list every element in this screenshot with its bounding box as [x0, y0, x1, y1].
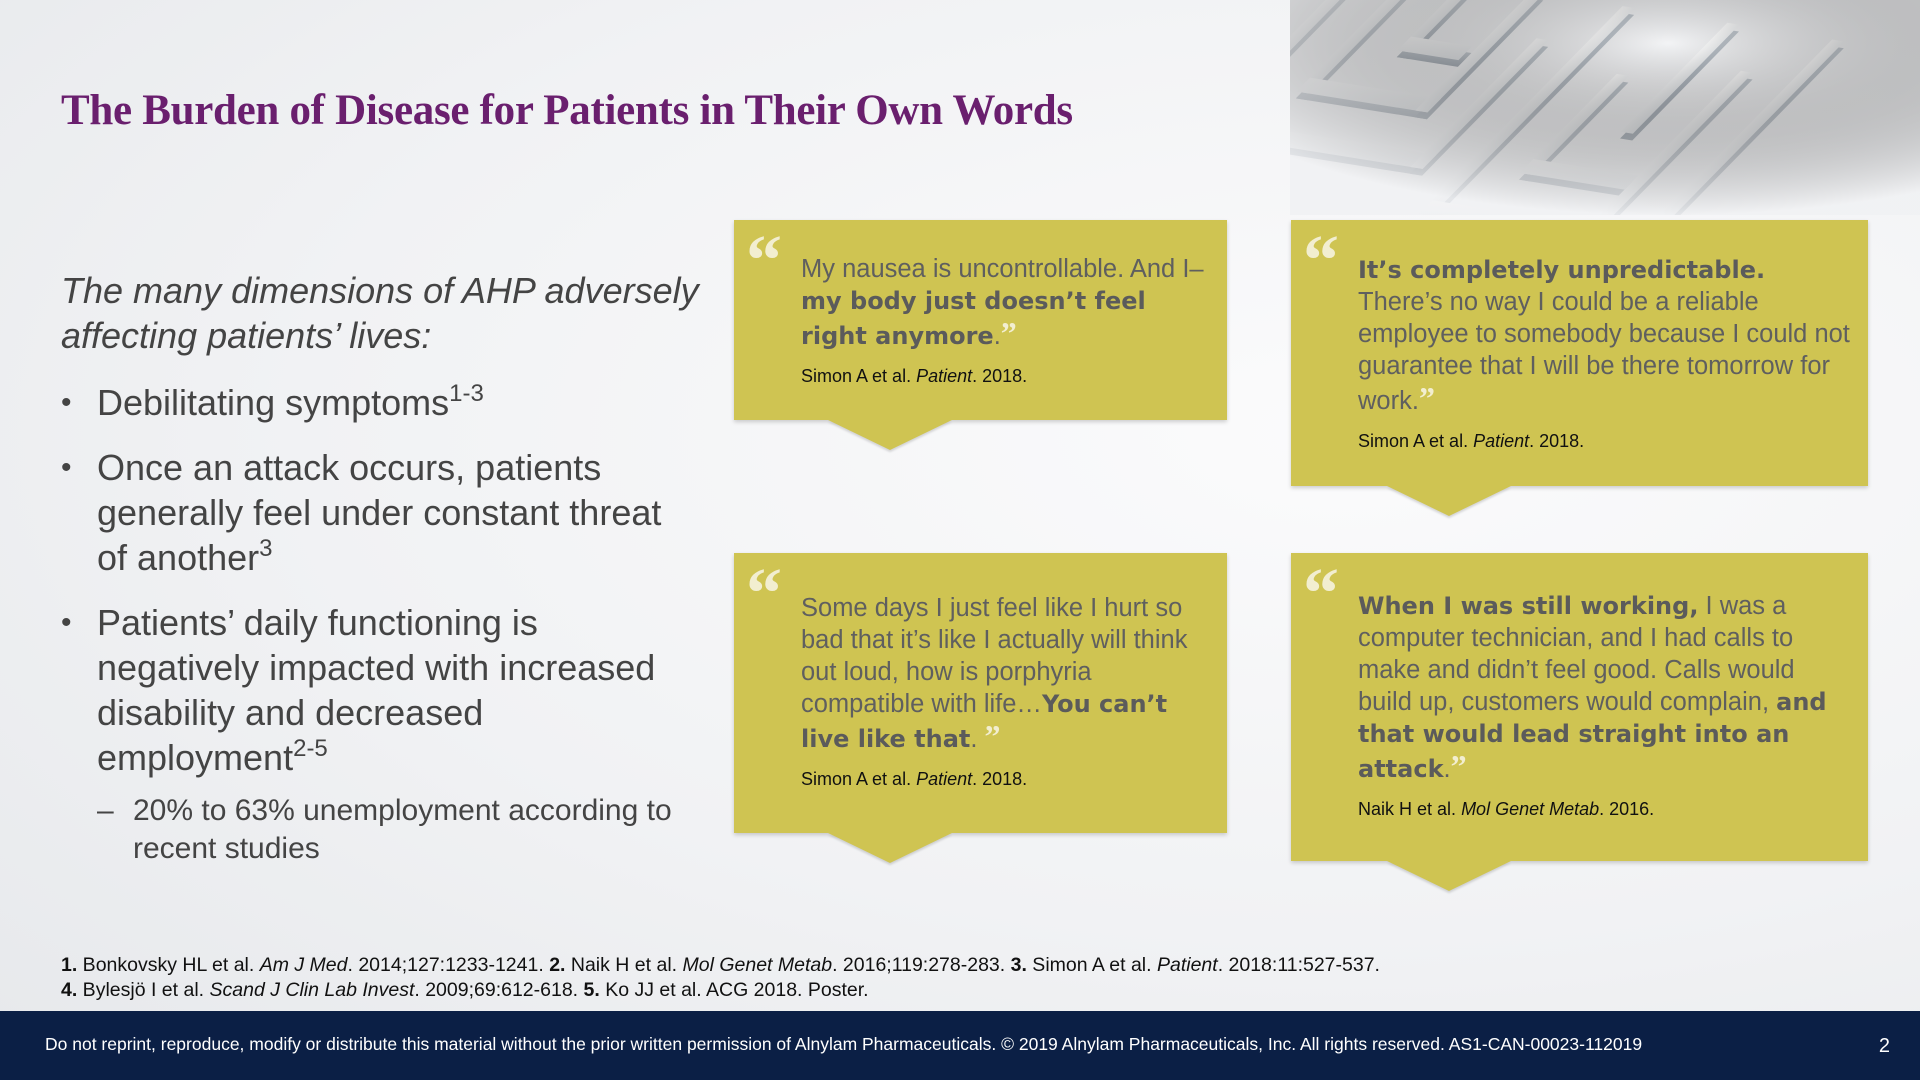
sub-bullet-list	[97, 792, 701, 868]
close-quote-icon: ”	[1450, 748, 1467, 784]
quote-tail	[828, 833, 952, 863]
open-quote-icon: “	[746, 220, 782, 300]
open-quote-icon: “	[1303, 553, 1339, 633]
quote-text: When I was still working, I was a computer technician, and I had calls to make and didn’t feel good. Calls would build up, customers would complain, and that would lead straight into an attack.”	[1358, 592, 1827, 784]
footer-bar	[0, 1011, 1920, 1080]
bullet-item: • Once an attack occurs, patients generally feel under constant threat of another$^3$	[61, 445, 701, 580]
quote-text: It’s completely unpredictable. There’s no way I could be a reliable employee to somebody because I could not guarantee that I will be there tomorrow for work.”	[1358, 256, 1850, 416]
quote-citation: Simon A et al. Patient. 2018.	[801, 769, 1028, 789]
page-title: The Burden of Disease for Patients in Their Own Words	[61, 87, 1073, 134]
close-quote-icon: ”	[1418, 380, 1435, 416]
quote-box-3	[734, 553, 1227, 833]
close-quote-icon: ”	[984, 718, 1001, 754]
quote-box-2	[1291, 220, 1868, 486]
quote-box-4	[1291, 553, 1868, 861]
page-number: 2	[1878, 1035, 1890, 1057]
left-column	[61, 268, 701, 888]
bullet-item: • Debilitating symptoms$^{1-3}$	[61, 380, 701, 425]
open-quote-icon: “	[746, 553, 782, 633]
quote-tail	[1387, 861, 1511, 891]
reference-line: 4. Bylesjö I et al. Scand J Clin Lab Invest. 2009;69:612-618. 5. Ko JJ et al. ACG 2018. Poster.	[61, 979, 869, 1001]
superscript: 2-5	[293, 735, 328, 762]
quote-citation: Naik H et al. Mol Genet Metab. 2016.	[1358, 799, 1655, 819]
quote-citation: Simon A et al. Patient. 2018.	[1358, 431, 1585, 451]
quote-text: My nausea is uncontrollable. And I–my body just doesn’t feel right anymore.”	[801, 255, 1204, 351]
reference-line: 1. Bonkovsky HL et al. Am J Med. 2014;127:1233-1241. 2. Naik H et al. Mol Genet Metab. 2016;119:278-283. 3. Simon A et al. Patient. 2018:11:527-537.	[61, 954, 1380, 976]
quote-box-1	[734, 220, 1227, 420]
references	[61, 953, 1380, 1003]
maze-illustration	[1290, 0, 1920, 215]
quote-tail	[1387, 486, 1511, 516]
open-quote-icon: “	[1303, 220, 1339, 300]
bullet-item: • Patients’ daily functioning is negatively impacted with increased disability and decreased employment$^{2-5}$ – 20% to 63% unemployment according to recent studies	[61, 600, 701, 868]
superscript: 1-3	[449, 380, 484, 407]
bullet-list	[61, 380, 701, 868]
legal-disclaimer: Do not reprint, reproduce, modify or distribute this material without the prior written permission of Alnylam Pharmaceuticals. © 2019 Alnylam Pharmaceuticals, Inc. All rights reserved. AS1-CAN-00023-112019	[45, 1034, 1643, 1054]
quote-tail	[828, 420, 952, 450]
close-quote-icon: ”	[1000, 315, 1017, 351]
sub-bullet-item: – 20% to 63% unemployment according to recent studies	[97, 792, 701, 868]
intro-text: The many dimensions of AHP adversely affecting patients’ lives:	[61, 270, 699, 356]
superscript: 3	[259, 535, 273, 562]
quote-text: Some days I just feel like I hurt so bad that it’s like I actually will think out loud, how is porphyria compatible with life…You can’t live like that. ”	[801, 594, 1188, 754]
quote-citation: Simon A et al. Patient. 2018.	[801, 366, 1028, 386]
